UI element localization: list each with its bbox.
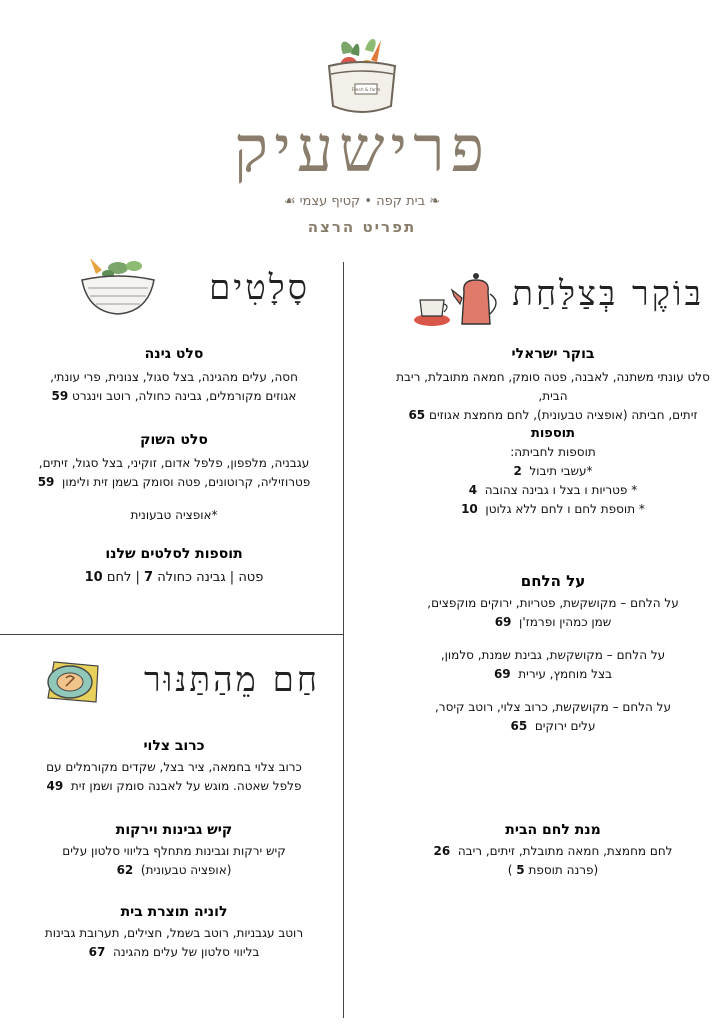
vegan-note: *אופציה טבעונית — [130, 508, 218, 522]
price: 65 — [408, 408, 426, 422]
price: 49 — [46, 779, 64, 793]
israeli-desc-line2: זיתים, חביתה (אופציה טבעונית), לחם מחמצת אגוזים 65 — [408, 408, 698, 422]
house-bread-item: מנת לחם הבית לחם מחמצת, חמאה מתובלת, זיתים, ריבה 26 (פרנה תוספת 5 ) — [388, 822, 718, 880]
price: 59 — [51, 389, 69, 403]
extras-line: * תוספת לחם ו לחם ללא גלוטן 10 — [461, 502, 645, 516]
israeli-breakfast-item — [388, 346, 718, 425]
vegetable-bag-icon — [307, 30, 417, 120]
logo-label: Fresh & farm — [351, 88, 381, 93]
market-salad-title: סלט השוק — [140, 432, 208, 448]
price: 2 — [513, 464, 522, 478]
price: 59 — [37, 475, 55, 489]
price: 62 — [116, 863, 134, 877]
brand-name: פרישעיק — [233, 113, 491, 187]
price: 69 — [494, 615, 512, 629]
on-bread-title: על הלחם — [520, 572, 586, 590]
israeli-desc-line1: סלט עונתי משתנה, לאבנה, פטה סומק, חמאה מתובלת, ריבת הבית, — [396, 370, 710, 403]
price: 10 — [461, 502, 478, 516]
teapot-and-cup-icon — [410, 268, 506, 330]
garden-salad-title: סלט גינה — [144, 346, 204, 362]
breakfast-extras — [388, 426, 718, 519]
israeli-breakfast-desc — [388, 368, 718, 425]
lunia-item: לוניה תוצרת בית רוטב עגבניות, רוטב בשמל, חצילים, תערובת גבינות בליווי סלטון של עלים מהגינה 67 — [14, 904, 334, 962]
extras-line: *עשבי תיבול 2 — [513, 464, 593, 478]
house-bread-note: (פרנה תוספת 5 ) — [507, 863, 599, 877]
hot-header — [30, 650, 330, 716]
price: 26 — [433, 844, 451, 858]
salads-header — [70, 252, 330, 326]
salad-bowl-icon — [78, 252, 158, 322]
roasted-cabbage-title: כרוב צלוי — [143, 738, 205, 754]
garden-salad-item: סלט גינה חסה, עלים מהגינה, בצל סגול, צנונית, פרי עונתי, אגוזים מקורמלים, גבינה כחולה, רוטב וינגרט 59 — [14, 346, 334, 406]
extras-subtitle: תוספות לחביתה: — [510, 445, 596, 459]
price: 67 — [88, 945, 106, 959]
tagline-leaf-left-icon: ❧ — [429, 194, 441, 209]
brand-tagline — [0, 194, 724, 209]
on-bread-item: על הלחם – מקושקשת, כרוב צלוי, רוטב קיסר, עלים ירוקים 65 — [434, 700, 671, 733]
on-bread-item: על הלחם – מקושקשת, פטריות, ירוקים מוקפצים, שמן כמהין ופרמז'ן 69 — [427, 596, 679, 629]
menu-subtitle: תפריט הרצה — [307, 218, 417, 236]
bread-plate-icon — [40, 656, 104, 708]
salad-extras: תוספות לסלטים שלנו פטה | גבינה כחולה 7 | לחם 10 — [14, 546, 334, 587]
hot-title: חַם מֵהַתַּנּוּר — [143, 660, 320, 700]
tagline-leaf-right-icon: ☙ — [283, 194, 296, 209]
price: 69 — [493, 667, 511, 681]
market-salad-item: סלט השוק עגבניה, מלפפון, פלפל אדום, זוקיני, בצל סגול, זיתים, פטרוזיליה, קרוטונים, פטה וסומק בשמן זית ולימון 59 — [14, 432, 334, 492]
price: 7 — [144, 570, 154, 585]
section-divider — [0, 634, 343, 635]
breakfast-title: בּוֹקֶר בְּצַלַּחַת — [512, 274, 704, 314]
house-bread-title: מנת לחם הבית — [505, 822, 601, 838]
quiche-item: קיש גבינות וירקות קיש ירקות וגבינות מתחלף בליווי סלטון עלים (אופציה טבעונית) 62 — [14, 822, 334, 880]
price: 65 — [510, 719, 528, 733]
column-divider — [343, 262, 344, 1018]
israeli-breakfast-title: בוקר ישראלי — [511, 346, 595, 362]
lunia-title: לוניה תוצרת בית — [120, 904, 228, 920]
breakfast-header — [404, 266, 704, 332]
extras-line: * פטריות ו בצל ו גבינה צהובה 4 — [468, 483, 638, 497]
on-bread-section — [388, 572, 718, 736]
salads-title: סָלָטִים — [209, 268, 310, 308]
on-bread-item: על הלחם – מקושקשת, גבינת שמנת, סלמון, בצל מוחמץ, עירית 69 — [440, 648, 666, 681]
quiche-title: קיש גבינות וירקות — [115, 822, 233, 838]
price: 10 — [84, 570, 103, 585]
salad-extras-title: תוספות לסלטים שלנו — [105, 546, 243, 562]
price: 4 — [468, 483, 478, 497]
breakfast-extras-title: תוספות — [530, 426, 576, 441]
roasted-cabbage-item: כרוב צלוי כרוב צלוי בחמאה, ציר בצל, שקדים מקורמלים עם פלפל שאטה. מוגש על לאבנה סומק ושמן זית 49 — [14, 738, 334, 796]
brand-logo — [0, 30, 724, 124]
tagline-text: בית קפה • קטיף עצמי — [299, 194, 426, 209]
